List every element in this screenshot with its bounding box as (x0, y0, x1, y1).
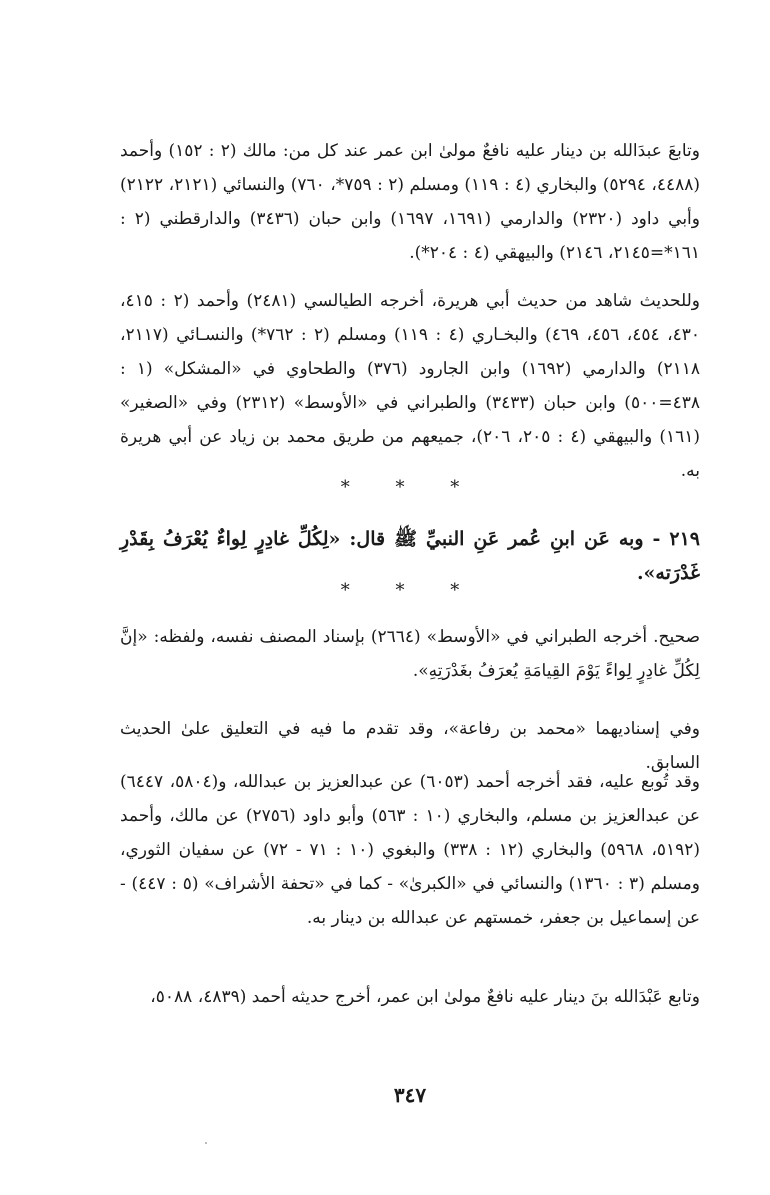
paragraph-takhrij (120, 620, 700, 688)
paragraph-text: وللحديث شاهد من حديث أبي هريرة، أخرجه الطيالسي (٢٤٨١) وأحمد (٢ : ٤١٥، ٤٣٠، ٤٥٤، ٤٥٦، ٤٦٩) والبخـاري (٤ : ١١٩) ومسلم (٢ : ٧٦٢*) والنسـائي (٢١١٧، ٢١١٨) والدارمي (١٦٩٢) وابن الجارود (٣٧٦) والطحاوي في «المشكل» (١ : ٤٣٨=٥٠٠) وابن حبان (٣٤٣٣) والطبراني في «الأوسط» (٢٣١٢) وفي «الصغير» (١٦١) والبيهقي (٤ : ٢٠٥، ٢٠٦)، جميعهم من طريق محمد بن زياد عن أبي هريرة به. (120, 291, 700, 481)
paragraph-mutaba-aleyh (120, 765, 700, 935)
section-separator: * * * (340, 580, 480, 601)
paragraph-text: وفي إسناديهما «محمد بن رفاعة»، وقد تقدم ما فيه في التعليق علىٰ الحديث السابق. (120, 719, 700, 773)
paragraph-mutaba-continued (120, 980, 700, 1014)
paragraph-mutaba-nafi (120, 134, 700, 270)
hadith-219: ٢١٩ - وبه عَن ابنِ عُمر عَنِ النبيِّ ﷺ قال: «لِكُلِّ غادِرٍ لِواءٌ يُعْرَفُ بِقَدْرِ غَدْرَته». (120, 528, 700, 584)
paragraph-text: وتابعَ عبدَالله بن دينار عليه نافعٌ مولىٰ ابن عمر عند كل من: مالك (٢ : ١٥٢) وأحمد (٤٤٨٨، ٥٢٩٤) والبخاري (٤ : ١١٩) ومسلم (٢ : ٧٥٩*، ٧٦٠) والنسائي (٢١٢١، ٢١٢٢) وأبي داود (٢٣٢٠) والدارمي (١٦٩١، ١٦٩٧) وابن حبان (٣٤٣٦) والدارقطني (٢ : ١٦١*=٢١٤٥، ٢١٤٦) والبيهقي (٤ : ٢٠٤*). (120, 141, 700, 263)
paragraph-text: صحيح. أخرجه الطبراني في «الأوسط» (٢٦٦٤) بإسناد المصنف نفسه، ولفظه: «إنَّ لِكُلِّ غادِرٍ لِواءً يَوْمَ القِيامَةِ يُعرَفُ بغَدْرَتِهِ». (120, 627, 701, 681)
scan-speck (205, 1142, 207, 1144)
page-number: ٣٤٧ (393, 1083, 427, 1107)
section-separator: * * * (340, 477, 480, 498)
paragraph-text: وتابع عَبْدَالله بنَ دينار عليه نافعٌ مولىٰ ابن عمر، أخرج حديثه أحمد (٤٨٣٩، ٥٠٨٨، (150, 987, 700, 1007)
paragraph-text: وقد تُوبع عليه، فقد أخرجه أحمد (٦٠٥٣) عن عبدالعزيز بن عبدالله، و(٥٨٠٤، ٦٤٤٧) عن عبدالعزيز بن مسلم، والبخاري (١٠ : ٥٦٣) وأبو داود (٢٧٥٦) عن مالك، وأحمد (٥١٩٢، ٥٩٦٨) والبخاري (١٢ : ٣٣٨) والبغوي (١٠ : ٧١ - ٧٢) عن سفيان الثوري، ومسلم (٣ : ١٣٦٠) والنسائي في «الكبرىٰ» - كما في «تحفة الأشراف» (٥ : ٤٤٧) - عن إسماعيل بن جعفر، خمستهم عن عبدالله بن دينار به. (120, 772, 701, 928)
paragraph-shahid-abi-hurayra (120, 284, 700, 488)
